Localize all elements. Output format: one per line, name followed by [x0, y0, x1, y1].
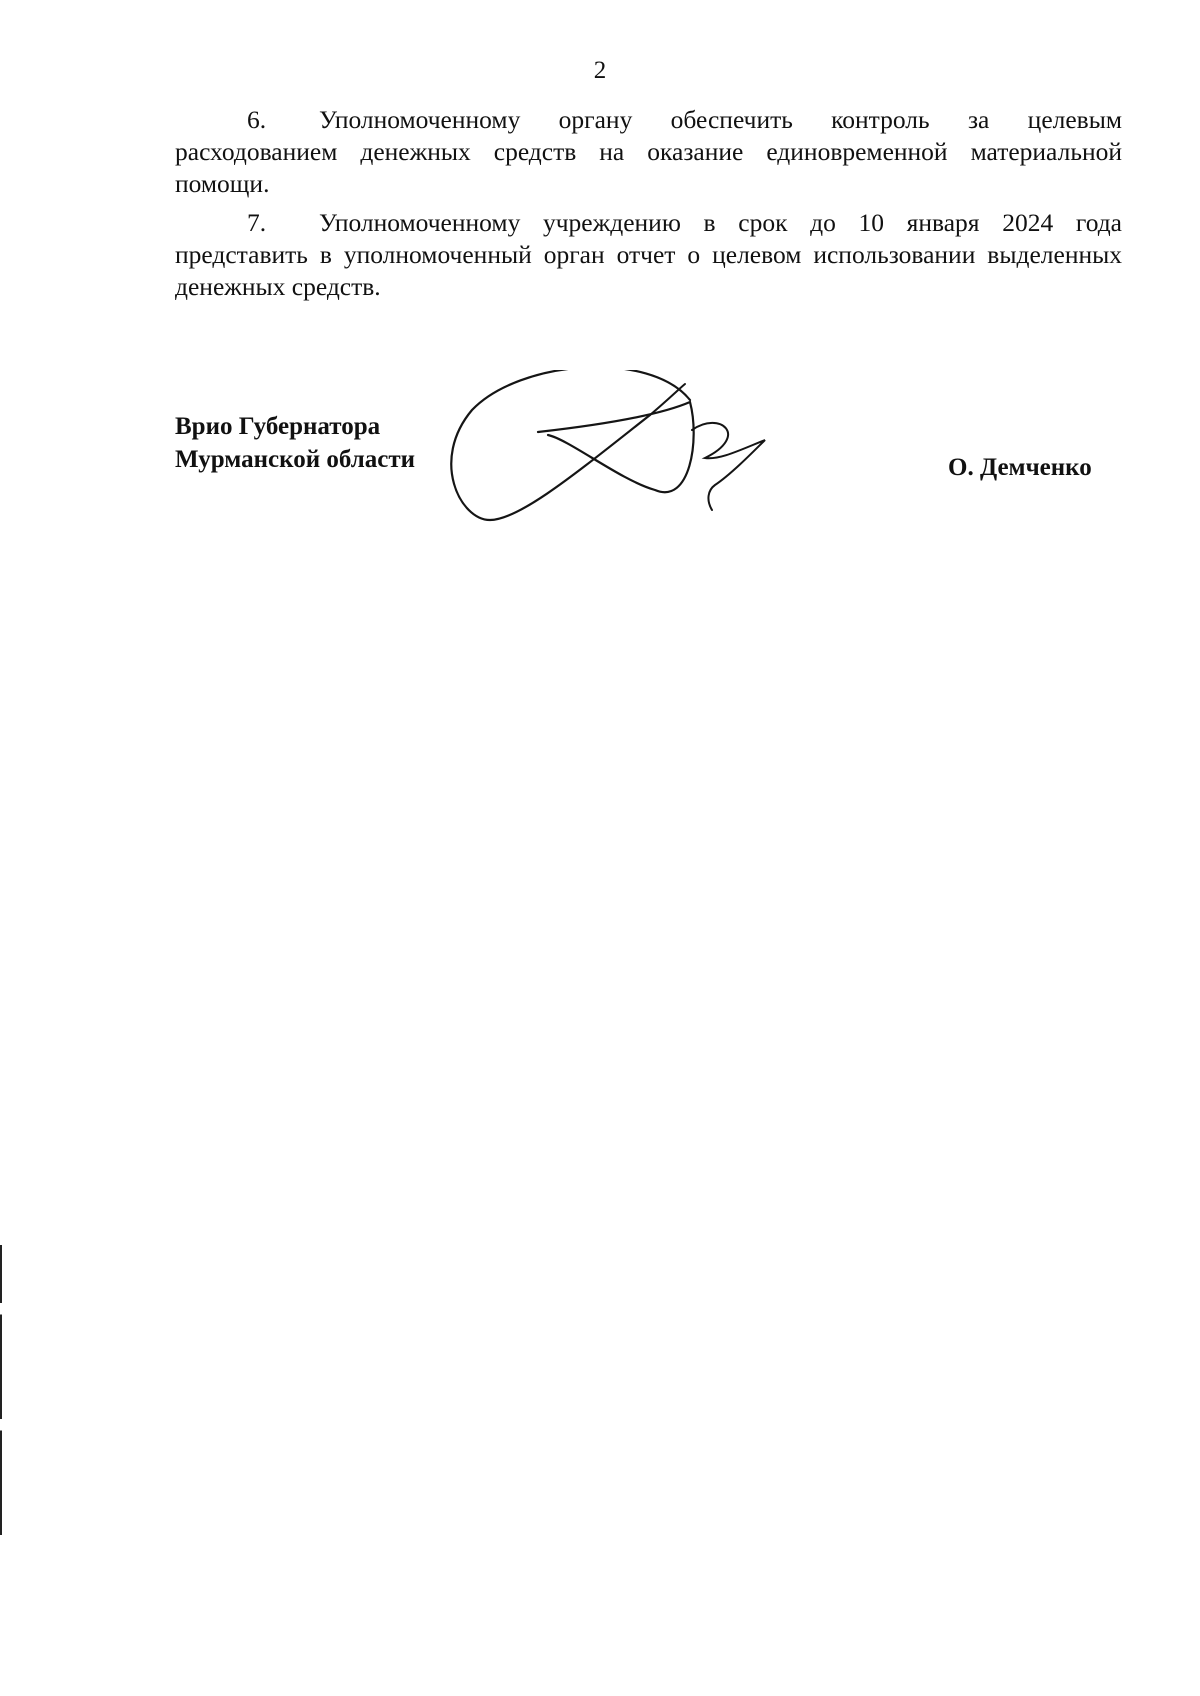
paragraph-text: Уполномоченному учреждению в срок до 10 января 2024 года представить в уполномоченный орган отчет о целевом использовании выделенных денежных средств.: [175, 208, 1122, 301]
document-body: [175, 104, 1122, 310]
paragraph-number: 7.: [247, 208, 267, 237]
handwritten-signature: [450, 370, 800, 540]
paragraph-6: [175, 104, 1122, 200]
signer-name: О. Демченко: [948, 454, 1092, 481]
signatory-position: [175, 410, 415, 476]
page-number: 2: [593, 57, 607, 84]
paragraph-number: 6.: [247, 105, 267, 134]
signatory-position-line-1: Врио Губернатора: [175, 413, 381, 440]
signatory-position-line-2: Мурманской области: [175, 446, 416, 473]
scan-edge-mark: [0, 1245, 2, 1535]
paragraph-text: Уполномоченному органу обеспечить контроль за целевым расходованием денежных средств на оказание единовременной материальной помощи.: [175, 105, 1122, 198]
paragraph-7: [175, 207, 1122, 303]
